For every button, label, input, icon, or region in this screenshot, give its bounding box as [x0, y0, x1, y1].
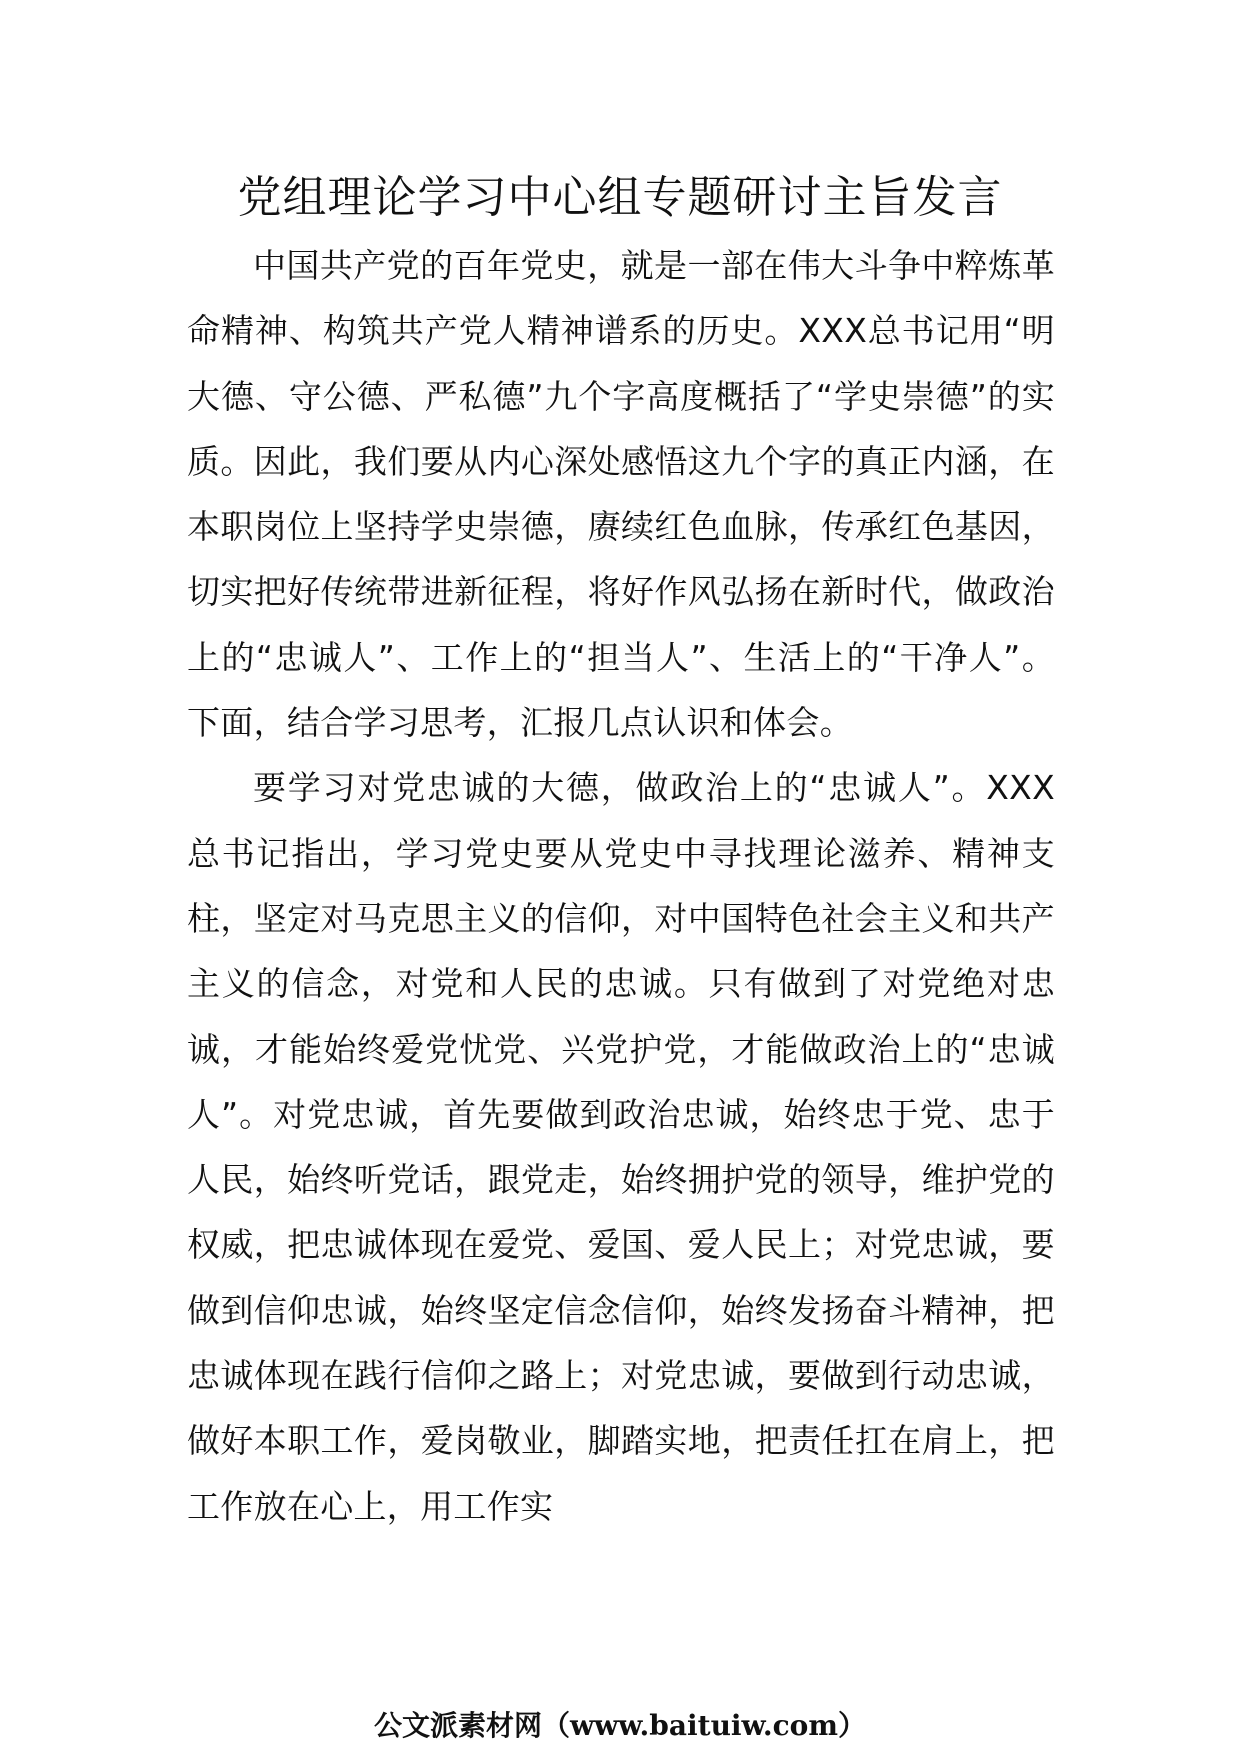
source-footer: 公文派素材网（www.baituiw.com） — [374, 1709, 866, 1742]
paragraph-loyalty: 要学习对党忠诚的大德，做政治上的“忠诚人”。XXX总书记指出，学习党史要从党史中寻找理论滋养、精神支柱，坚定对马克思主义的信仰，对中国特色社会主义和共产主义的信念，对党和人民的忠诚。只有做到了对党绝对忠诚，才能始终爱党忧党、兴党护党，才能做政治上的“忠诚人”。对党忠诚，首先要做到政治忠诚，始终忠于党、忠于人民，始终听党话，跟党走，始终拥护党的领导，维护党的权威，把忠诚体现在爱党、爱国、爱人民上；对党忠诚，要做到信仰忠诚，始终坚定信念信仰，始终发扬奋斗精神，把忠诚体现在践行信仰之路上；对党忠诚，要做到行动忠诚，做好本职工作，爱岗敬业，脚踏实地，把责任扛在肩上，把工作放在心上，用工作实 — [187, 768, 1055, 1526]
document-title: 党组理论学习中心组专题研讨主旨发言 — [237, 172, 1003, 223]
document-body — [187, 233, 1055, 1539]
paragraph-intro: 中国共产党的百年党史，就是一部在伟大斗争中粹炼革命精神、构筑共产党人精神谱系的历史。XXX总书记用“明大德、守公德、严私德”九个字高度概括了“学史崇德”的实质。因此，我们要从内心深处感悟这九个字的真正内涵，在本职岗位上坚持学史崇德，赓续红色血脉，传承红色基因，切实把好传统带进新征程，将好作风弘扬在新时代，做政治上的“忠诚人”、工作上的“担当人”、生活上的“干净人”。下面，结合学习思考，汇报几点认识和体会。 — [187, 246, 1055, 743]
